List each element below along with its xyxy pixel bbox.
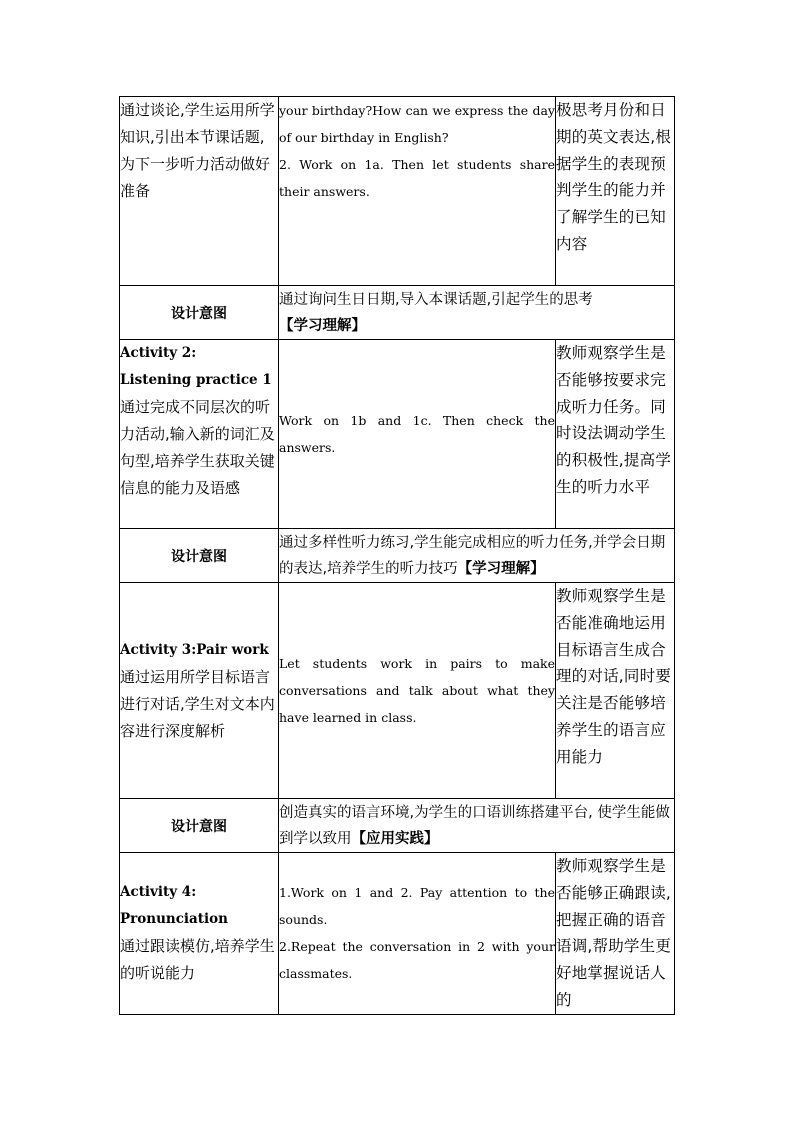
intent-row-2 — [120, 529, 675, 583]
intent-row-1 — [120, 286, 675, 340]
assessment-text: 极思考月份和日期的英文表达,根据学生的表现预判学生的能力并了解学生的已知内容 — [556, 101, 672, 253]
activity-cell — [120, 97, 279, 286]
step-text: 2. Work on 1a. Then let students share their answers. — [279, 157, 555, 199]
activity-description: 通过完成不同层次的听力活动,输入新的词汇及句型,培养学生获取关键信息的能力及语感 — [120, 398, 275, 497]
assessment-cell — [556, 853, 675, 1015]
intent-label: 设计意图 — [120, 799, 279, 853]
activity-cell — [120, 583, 279, 799]
lesson-plan-table — [119, 96, 675, 1015]
intent-cell — [279, 529, 675, 583]
activity-row-2 — [120, 340, 675, 529]
steps-cell — [279, 340, 556, 529]
intent-text: 创造真实的语言环境,为学生的口语训练搭建平台, 使学生能做到学以致用 — [279, 804, 670, 847]
step-text: Let students work in pairs to make conversations and talk about what they have learned in class. — [279, 656, 555, 725]
intent-label: 设计意图 — [120, 286, 279, 340]
intent-cell — [279, 286, 675, 340]
intent-row-3 — [120, 799, 675, 853]
steps-cell — [279, 853, 556, 1015]
activity-title: Activity 4: — [120, 884, 197, 901]
activity-description: 通过跟读模仿,培养学生的听说能力 — [120, 937, 275, 983]
assessment-cell — [556, 583, 675, 799]
intent-label: 设计意图 — [120, 529, 279, 583]
step-text: your birthday?How can we express the day of our birthday in English? — [279, 103, 555, 145]
intent-tag: 【应用实践】 — [351, 830, 439, 847]
intent-tag: 【学习理解】 — [457, 560, 545, 577]
steps-cell — [279, 97, 556, 286]
intent-tag: 【学习理解】 — [279, 317, 366, 334]
activity-title: Pronunciation — [120, 911, 228, 928]
activity-row-4 — [120, 853, 675, 1015]
assessment-cell — [556, 97, 675, 286]
activity-title: Activity 2: — [120, 345, 197, 361]
steps-cell — [279, 583, 556, 799]
intent-cell — [279, 799, 675, 853]
activity-description: 通过运用所学目标语言进行对话,学生对文本内容进行深度解析 — [120, 667, 275, 740]
activity-title: Activity 3:Pair work — [120, 641, 269, 658]
activity-cell — [120, 340, 279, 529]
activity-row-1 — [120, 97, 675, 286]
step-text: 2.Repeat the conversation in 2 with your classmates. — [279, 939, 555, 982]
activity-title: Listening practice 1 — [120, 372, 272, 388]
activity-cell — [120, 853, 279, 1015]
assessment-text: 教师观察学生是否能准确地运用目标语言生成合理的对话,同时要关注是否能够培养学生的语言应用能力 — [556, 587, 672, 766]
assessment-text: 教师观察学生是否能够按要求完成听力任务。同时设法调动学生的积极性,提高学生的听力水平 — [556, 344, 672, 496]
activity-description: 通过谈论,学生运用所学知识,引出本节课话题,为下一步听力活动做好准备 — [120, 101, 275, 200]
assessment-text: 教师观察学生是否能够正确跟读,把握正确的语音语调,帮助学生更好地掌握说话人的 — [556, 857, 672, 1009]
assessment-cell — [556, 340, 675, 529]
step-text: 1.Work on 1 and 2. Pay attention to the sounds. — [279, 885, 555, 928]
step-text: Work on 1b and 1c. Then check the answers. — [279, 413, 555, 455]
intent-text: 通过询问生日日期,导入本课话题,引起学生的思考 — [279, 291, 593, 308]
intent-text: 通过多样性听力练习,学生能完成相应的听力任务,并学会日期的表达,培养学生的听力技巧 — [279, 534, 666, 577]
activity-row-3 — [120, 583, 675, 799]
